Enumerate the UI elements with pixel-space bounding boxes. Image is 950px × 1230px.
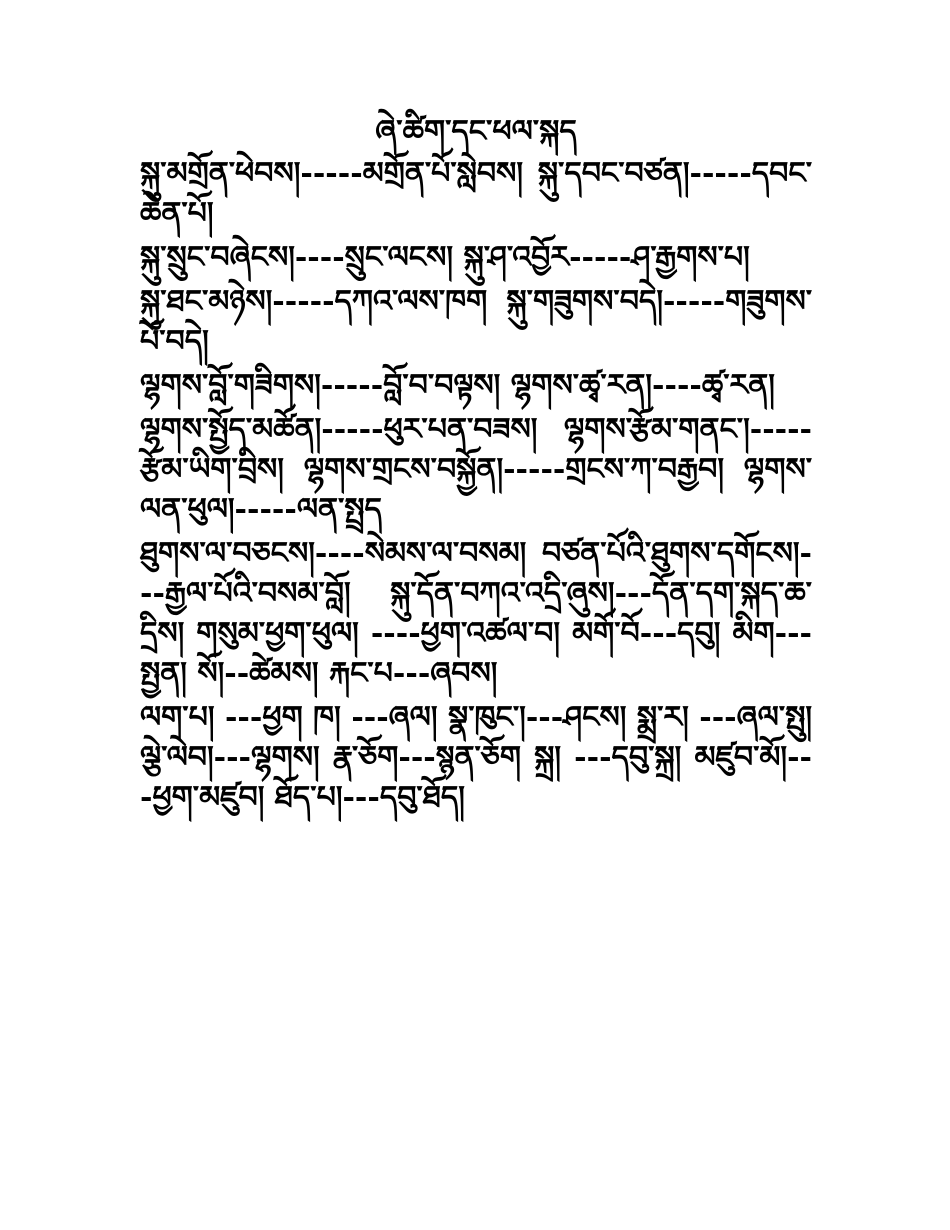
paragraph: ལྷགས་བློ་གཟིགས།-----བློ་བ་བལྟས། ལྷགས་ཚྭ་རན།----ཚྭ་རན། bbox=[140, 368, 775, 403]
paragraph: ཐུགས་ལ་བཅངས།----སེམས་ལ་བསམ། བཙན་པོའི་ཐུགས་དགོངས།---རྒྱལ་པོའི་བསམ་བློ། སྐུ་དོན་བཀའ་འདྲི་ཞུས།---དོན་དག་སྐད་ཆ་དྲིས། གསུམ་ཕྱག་ཕུལ། ----ཕྱག་འཚལ་བ། མགོ་བོ---དབུ། མིག---སྤྱན། སོ།--ཚེམས། རྐང་པ---ཞབས། bbox=[140, 536, 812, 691]
paragraph: ལྷགས་སྤྱོད་མཚོན།-----ཕུར་པན་བཟས། ལྷགས་རྩོམ་གནང་།-----རྩོམ་ཡིག་བྲིས། ལྷགས་གྲངས་བསྐྱོན།-----གྲངས་ཀ་བརྒྱབ། ལྷགས་ལན་ཕུལ།-----ལན་སྤྲད bbox=[140, 412, 812, 527]
paragraph: སྐུ་མགྲོན་ཕེབས།-----མགྲོན་པོ་སླེབས། སྐུ་དབང་བཙན།-----དབང་ཆེན་པོ། bbox=[140, 156, 812, 231]
paragraph: སྐུ་སྲུང་བཞེངས།----སྲུང་ལངས། སྐུ་ཤ་འབྱོར-----ཤ་རྒྱགས་པ། bbox=[140, 240, 750, 275]
document-title: ཞེ་ཚིག་དང་ཕལ་སྐད bbox=[375, 114, 577, 149]
paragraph: ལག་པ། ---ཕྱག ཁ། ---ཞལ། སྣ་ཁུང་།---ཤངས། སྨྲ་ར། ---ཞལ་སྤུ། ལྕེ་ལེབ།---ལྷགས། རྣ་ཅོག---སྙན་ཅོག སྐྲ། ---དབུ་སྐྲ། མཛུབ་མོ།---ཕྱག་མཛུབ། ཐོད་པ།---དབུ་ཐོད། bbox=[140, 700, 812, 815]
paragraph: སྐུ་ཐང་མཉེས།-----དཀའ་ལས་ཁག སྐུ་གཟུགས་བདེ།-----གཟུགས་པོ་བདེ། bbox=[140, 284, 812, 359]
document-page bbox=[140, 112, 812, 822]
